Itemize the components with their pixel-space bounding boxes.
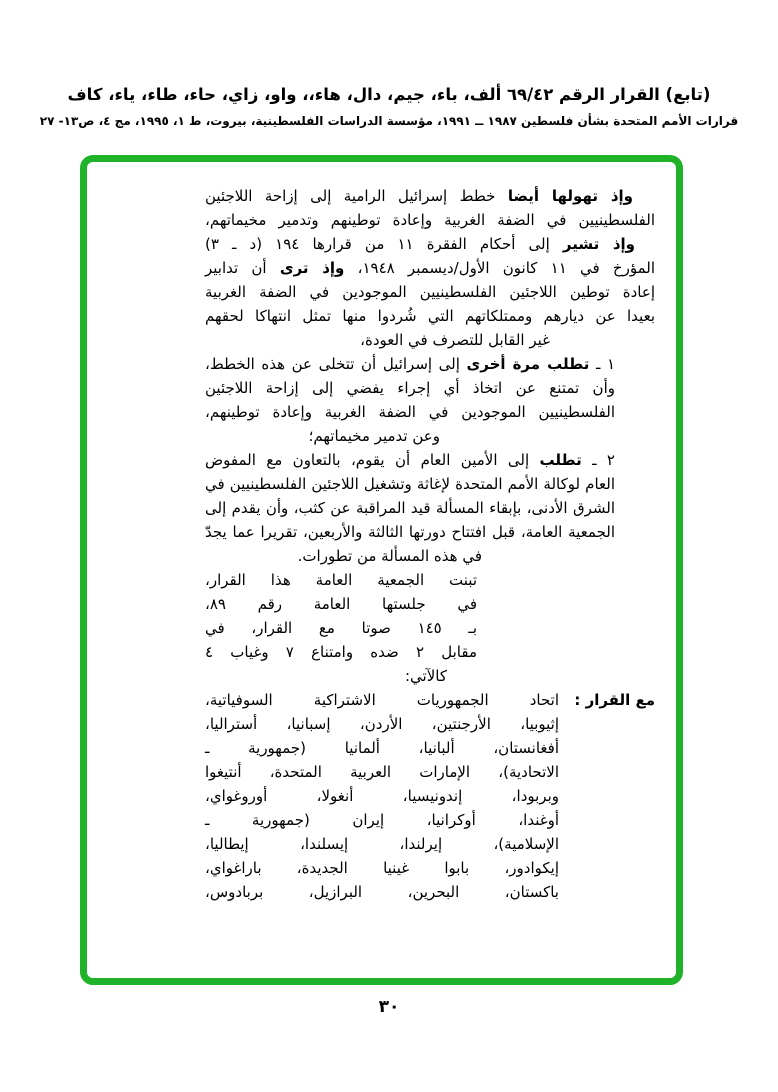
text-line: المؤرخ في ١١ كانون الأول/ديسمبر ١٩٤٨، وإذ ترى أن تدابير [205, 259, 656, 277]
text-line: وإذ تهولها أيضا خطط إسرائيل الرامية إلى إزاحة اللاجئين [205, 187, 633, 205]
vote-country-list [205, 688, 559, 904]
text-line: ١ ـ تطلب مرة أخرى إلى إسرائيل أن تتخلى عن هذه الخطط، [205, 355, 616, 373]
text-line: وبربودا، إندونيسيا، أنغولا، أوروغواي، [205, 787, 559, 805]
text-line: إعادة توطين اللاجئين الفلسطينيين الموجودين في الضفة الغربية [205, 283, 655, 301]
text-line: إثيوبيا، الأرجنتين، الأردن، إسبانيا، أستراليا، [205, 715, 559, 733]
page-title: (تابع) القرار الرقم ٦٩/٤٢ ألف، باء، جيم، دال، هاء،، واو، زاي، حاء، طاء، ياء، كاف [67, 85, 711, 104]
text-line: بعيدا عن ديارهم وممتلكاتهم التي شُردوا منها تمثل انتهاكا لحقهم [205, 307, 655, 325]
text-line: الشرق الأدنى، بإبقاء المسألة قيد المراقبة عن كثب، وأن يقدم إلى [205, 499, 615, 517]
preamble-paragraph-2 [205, 232, 655, 352]
text-line: ٢ ـ تطلب إلى الأمين العام أن يقوم، بالتعاون مع المفوض [205, 451, 615, 469]
text-line: وأن تمتنع عن اتخاذ أي إجراء يفضي إلى إزاحة اللاجئين [205, 379, 615, 397]
text-line: باكستان، البحرين، البرازيل، بربادوس، [205, 883, 559, 901]
vote-with-label: مع القرار : [574, 691, 655, 709]
text-line: بـ ١٤٥ صوتا مع القرار، في [205, 619, 477, 637]
text-line: تبنت الجمعية العامة هذا القرار، [205, 571, 477, 589]
text-line: كالآتي: [405, 667, 447, 685]
adoption-note [205, 568, 477, 688]
text-line: غير القابل للتصرف في العودة، [360, 331, 550, 349]
resolution-highlight-box [80, 155, 683, 985]
text-line: العام لوكالة الأمم المتحدة لإغاثة وتشغيل اللاجئين الفلسطينيين في [205, 475, 615, 493]
text-line: اتحاد الجمهوريات الاشتراكية السوفياتية، [205, 691, 559, 709]
text-line: في جلستها العامة رقم ٨٩، [205, 595, 477, 613]
text-line: الجمعية العامة، قبل افتتاح دورتها الثالثة والأربعين، تقريرا عما يجدّ [205, 523, 615, 541]
text-line: الفلسطينيين في الضفة الغربية وإعادة توطينهم وتدمير مخيماتهم، [205, 211, 655, 229]
source-citation: قرارات الأمم المتحدة بشأن فلسطين ١٩٨٧ ــ ١٩٩١، مؤسسة الدراسات الفلسطينية، بيروت، ط ١، ١٩٩٥، مج ٤، ص١٣- ٢٧ [39, 114, 739, 128]
vote-record [205, 688, 655, 904]
page-header [0, 84, 778, 129]
text-line: وإذ تشير إلى أحكام الفقرة ١١ من قرارها ١٩٤ (د ـ ٣) [205, 235, 635, 253]
resolution-text [87, 162, 676, 904]
operative-paragraph-2 [205, 448, 655, 568]
text-line: أوغندا، أوكرانيا، إيران (جمهورية ـ [205, 811, 559, 829]
text-line: الإسلامية)، إيرلندا، إيسلندا، إيطاليا، [205, 835, 559, 853]
text-line: إيكوادور، بابوا غينيا الجديدة، باراغواي، [205, 859, 559, 877]
page-number: ٣٠ [378, 997, 400, 1017]
text-line: مقابل ٢ ضده وامتناع ٧ وغياب ٤ [205, 643, 478, 661]
text-line: أفغانستان، ألبانيا، ألمانيا (جمهورية ـ [205, 739, 559, 757]
text-line: في هذه المسألة من تطورات. [297, 547, 482, 565]
text-line: وعن تدمير مخيماتهم؛ [308, 427, 440, 445]
text-line: الاتحادية)، الإمارات العربية المتحدة، أنتيغوا [205, 763, 559, 781]
operative-paragraph-1 [205, 352, 655, 448]
preamble-paragraph-1 [205, 184, 655, 232]
text-line: الفلسطينيين الموجودين في الضفة الغربية وإعادة توطينهم، [205, 403, 615, 421]
